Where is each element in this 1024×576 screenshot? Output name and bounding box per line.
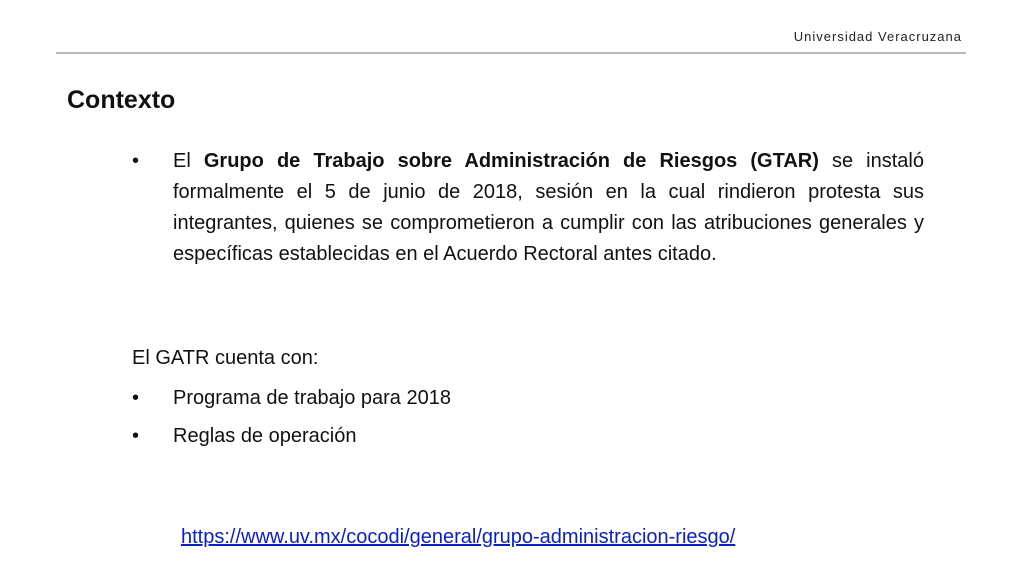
- bullet-item-program: [132, 383, 924, 414]
- bullet-item-rules: [132, 421, 924, 452]
- bullet-row: [132, 146, 924, 270]
- bullet-icon: •: [132, 150, 140, 172]
- text-bold-group-name: Grupo de Trabajo sobre Administración de Riesgos: [203, 150, 738, 172]
- reference-link[interactable]: https://www.uv.mx/cocodi/general/grupo-administracion-riesgo/: [181, 526, 736, 548]
- text-lead: El: [173, 150, 204, 172]
- header-divider: [56, 52, 966, 54]
- text-space: [737, 150, 750, 172]
- text-bold-acronym: (GTAR): [750, 150, 819, 172]
- organization-name: Universidad Veracruzana: [793, 29, 962, 44]
- bullet-text: [173, 146, 924, 270]
- bullet-item-label: Programa de trabajo para 2018: [173, 387, 451, 409]
- bullet-item-label: Reglas de operación: [173, 425, 357, 447]
- bullet-row: [132, 421, 924, 452]
- bullet-row: [132, 383, 924, 414]
- bullet-icon: •: [132, 387, 140, 409]
- bullet-paragraph-gtar: [132, 146, 924, 270]
- bullet-icon: •: [132, 425, 140, 447]
- intro-text: El GATR cuenta con:: [132, 347, 319, 369]
- text-rest: se instaló formalmente el 5 de junio de 2018, sesión en la cual rindieron protesta sus integrantes, quienes se comprometieron a cumplir con las atribuciones generales y específicas establecidas en el Acuerdo Rectoral antes citado.: [173, 150, 924, 265]
- slide-title: Contexto: [67, 86, 176, 114]
